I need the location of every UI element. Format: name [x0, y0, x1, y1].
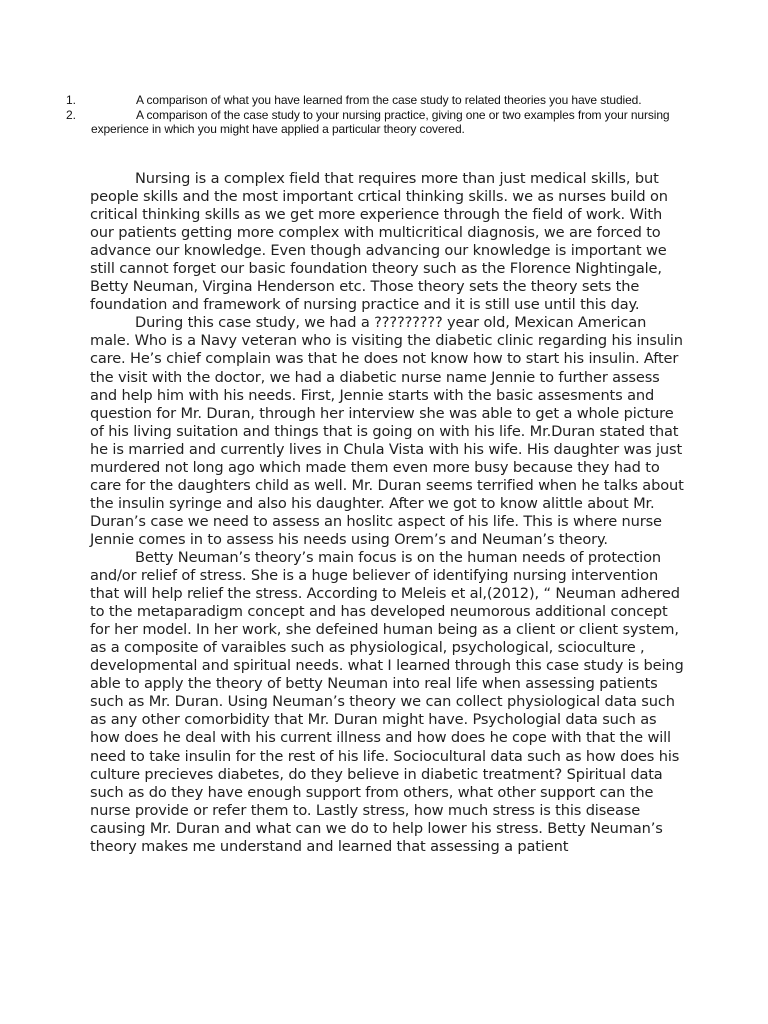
essay-paragraph: Betty Neuman’s theory’s main focus is on the human needs of protection and/or relief of stress. She is a huge believer of identifying nursing intervention that will help relief the stress. According to Meleis et al,(2012), “ Neuman adhered to the metaparadigm concept and has developed neumorous additional concept for her model. In her work, she defeined human being as a client or client system, as a composite of varaibles such as physiological, psychological, scioculture , developmental and spiritual needs. what I learned through this case study is being able to apply the theory of betty Neuman into real life when assessing patients such as Mr. Duran. Using Neuman’s theory we can collect physiological data such as any other comorbidity that Mr. Duran might have. Psychologial data such as how does he deal with his current illness and how does he cope with that the will need to take insulin for the rest of his life. Sociocultural data such as how does his culture precieves diabetes, do they believe in diabetic treatment? Spiritual data such as do they have enough support from others, what other support can the nurse provide or refer them to. Lastly stress, how much stress is this disease causing Mr. Duran and what can we do to help lower his stress. Betty Neuman’s theory makes me understand and learned that assessing a patient — [90, 548, 684, 855]
question-text: A comparison of what you have learned from the case study to related theories you have studied. — [136, 93, 642, 107]
essay-body — [90, 170, 690, 856]
question-list — [66, 93, 678, 137]
question-number: 2. — [66, 107, 76, 122]
question-item — [66, 108, 678, 137]
essay-paragraph: Nursing is a complex field that requires more than just medical skills, but people skills and the most important crtical thinking skills. we as nurses build on critical thinking skills as we get more experience through the field of work. With our patients getting more complex with multicritical diagnosis, we are forced to advance our knowledge. Even though advancing our knowledge is important we still cannot forget our basic foundation theory such as the Florence Nightingale, Betty Neuman, Virgina Henderson etc. Those theory sets the theory sets the foundation and framework of nursing practice and it is still use until this day. — [90, 170, 668, 314]
question-number: 1. — [66, 93, 76, 107]
question-text: A comparison of the case study to your nursing practice, giving one or two examples from your nursing experience in which you might have applied a particular theory covered. — [91, 107, 670, 136]
essay-paragraph: During this case study, we had a ????????? year old, Mexican American male. Who is a Navy veteran who is visiting the diabetic clinic regarding his insulin care. He’s chief complain was that he does not know how to start his insulin. After the visit with the doctor, we had a diabetic nurse name Jennie to further assess and help him with his needs. First, Jennie starts with the basic assesments and question for Mr. Duran, through her interview she was able to get a whole picture of his living suitation and things that is going on with his life. Mr.Duran stated that he is married and currently lives in Chula Vista with his wife. His daughter was just murdered not long ago which made them even more busy because they had to care for the daughters child as well. Mr. Duran seems terrified when he talks about the insulin syringe and also his daughter. After we got to know alittle about Mr. Duran’s case we need to assess an hoslitc aspect of his life. This is where nurse Jennie comes in to assess his needs using Orem’s and Neuman’s theory. — [90, 314, 684, 548]
question-item — [66, 93, 678, 108]
